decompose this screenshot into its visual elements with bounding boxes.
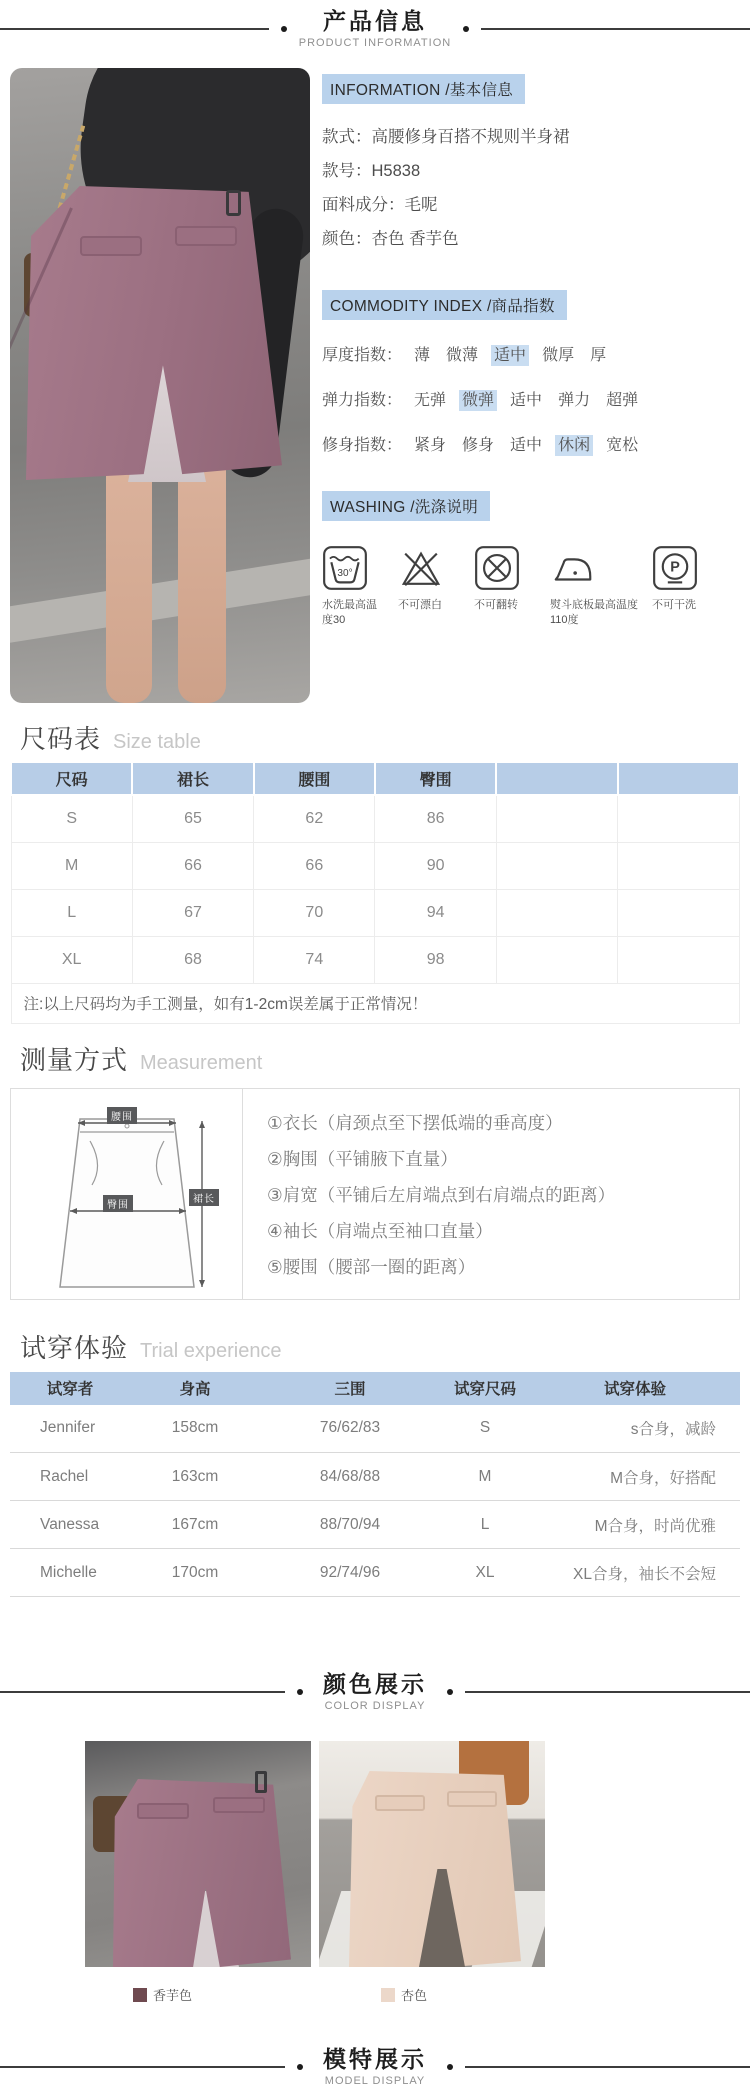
no-dryclean-icon: [652, 545, 698, 591]
size-column-header: [496, 762, 617, 795]
index-option: 宽松: [606, 437, 639, 454]
trial-cell: S: [440, 1405, 530, 1453]
color-swatch-label: 杏色: [401, 1988, 428, 2003]
photo-art-pocket-flap: [375, 1795, 425, 1811]
trial-cell: 158cm: [130, 1405, 260, 1453]
trial-cell: 76/62/83: [260, 1405, 440, 1453]
index-row: [322, 342, 740, 365]
measurement-item: ④袖长（肩端点至袖口直量）: [267, 1220, 493, 1241]
trial-cell: 88/70/94: [260, 1501, 440, 1549]
measurement-item: ③肩宽（平铺后左肩端点到右肩端点的距离）: [267, 1184, 616, 1205]
index-option: 超弹: [606, 392, 639, 409]
info-row: [322, 120, 740, 154]
size-cell: 67: [132, 889, 253, 936]
trial-table-row: [10, 1549, 740, 1597]
index-option: 薄: [414, 347, 431, 364]
color-swatch-label: 香芋色: [153, 1988, 193, 2003]
measurement-item: ①衣长（肩颈点至下摆低端的垂高度）: [267, 1112, 563, 1133]
color-display-section-header: [0, 1663, 750, 1721]
trial-table-row: [10, 1501, 740, 1549]
size-cell: 86: [375, 795, 496, 842]
size-column-header: [618, 762, 739, 795]
index-option: 厚: [590, 347, 607, 364]
index-row: [322, 432, 740, 455]
size-cell: XL: [11, 936, 132, 983]
photo-art-pocket-flap: [137, 1803, 189, 1819]
size-table-header-row: [11, 762, 739, 795]
size-table-row: [11, 936, 739, 983]
size-cell: L: [11, 889, 132, 936]
info-row: [322, 188, 740, 222]
index-option-selected: 微弹: [459, 390, 497, 411]
trial-cell: M合身，好搭配: [530, 1453, 740, 1501]
index-row: [322, 387, 740, 410]
index-option-selected: 休闲: [555, 435, 593, 456]
size-cell: 68: [132, 936, 253, 983]
model-display-section-header: [0, 2038, 750, 2096]
skirt-outline-icon: [42, 1099, 212, 1289]
measurement-title-cn: 测量方式: [20, 1044, 129, 1075]
info-label: 面料成分：: [322, 196, 405, 214]
size-cell: 70: [254, 889, 375, 936]
header-line-right: [465, 1691, 750, 1693]
photo-art-curb: [10, 552, 310, 645]
information-header: INFORMATION /基本信息: [322, 74, 525, 104]
trial-title: [0, 1328, 750, 1366]
color-figure-apricot: [319, 1741, 545, 2004]
wash-icon-label: 不可干洗: [652, 599, 696, 611]
index-option: 微厚: [542, 347, 575, 364]
trial-cell: Rachel: [10, 1453, 130, 1501]
section-title: 颜色展示: [323, 1671, 427, 1698]
size-table: [10, 761, 740, 1024]
size-column-header: 臀围: [375, 762, 496, 795]
wash-icon-label: 不可漂白: [398, 599, 442, 611]
wash-30-icon: [322, 545, 368, 591]
measurement-items: [243, 1089, 615, 1299]
info-row: [322, 154, 740, 188]
header-line-left: [0, 2066, 285, 2068]
photo-art-pocket-flap: [175, 226, 237, 246]
swatch-row-apricot: [319, 1985, 545, 2004]
wash-cell: [550, 545, 640, 629]
wash-cell: [398, 545, 462, 629]
size-cell: 74: [254, 936, 375, 983]
size-cell: 98: [375, 936, 496, 983]
trial-cell: L: [440, 1501, 530, 1549]
index-option: 微薄: [446, 347, 479, 364]
trial-cell: 92/74/96: [260, 1549, 440, 1597]
measurement-box: [10, 1088, 740, 1300]
info-value: 高腰修身百搭不规则半身裙: [371, 128, 570, 146]
size-column-header: 裙长: [132, 762, 253, 795]
size-table-row: [11, 795, 739, 842]
size-table-title-cn: 尺码表: [20, 724, 102, 754]
index-label: 厚度指数：: [322, 347, 403, 364]
color-swatch-taro: [133, 1988, 147, 2002]
no-tumble-icon: [474, 545, 520, 591]
color-figure-taro: [85, 1741, 311, 2004]
section-subtitle: PRODUCT INFORMATION: [298, 36, 452, 49]
commodity-index-header: COMMODITY INDEX /商品指数: [322, 290, 567, 320]
info-value: 毛呢: [404, 196, 438, 214]
swatch-row-taro: [85, 1985, 311, 2004]
trial-cell: Jennifer: [10, 1405, 130, 1453]
header-line-left: [0, 1691, 285, 1693]
color-photo-apricot: [319, 1741, 545, 1967]
index-option: 适中: [510, 392, 543, 409]
product-info-row: [0, 58, 750, 703]
no-bleach-icon: [398, 545, 444, 591]
trial-cell: 167cm: [130, 1501, 260, 1549]
header-line-right: [481, 28, 750, 30]
photo-art-pocket-flap: [213, 1797, 265, 1813]
info-value: 杏色 香芋色: [371, 230, 459, 248]
index-option: 修身: [462, 437, 495, 454]
color-swatch-apricot: [381, 1988, 395, 2002]
measurement-item: ②胸围（平铺腋下直量）: [267, 1148, 458, 1169]
svg-text:P: P: [670, 559, 680, 576]
info-rows: [322, 120, 740, 256]
product-info-section-header: [0, 0, 750, 58]
size-cell: S: [11, 795, 132, 842]
size-cell: 66: [132, 842, 253, 889]
trial-table-row: [10, 1405, 740, 1453]
commodity-index-rows: [322, 342, 740, 455]
trial-cell: XL合身，袖长不会短: [530, 1549, 740, 1597]
size-cell: [496, 936, 617, 983]
info-label: 款式：: [322, 128, 372, 146]
photo-art-belt-buckle: [226, 190, 241, 216]
iron-110-icon: [550, 545, 596, 591]
index-label: 修身指数：: [322, 437, 403, 454]
trial-column-header: 身高: [130, 1372, 260, 1405]
header-dot-right: [447, 2064, 453, 2070]
size-cell: [496, 842, 617, 889]
product-photo: [10, 68, 310, 703]
trial-column-header: 三围: [260, 1372, 440, 1405]
trial-cell: 84/68/88: [260, 1453, 440, 1501]
size-column-header: 尺码: [11, 762, 132, 795]
size-cell: 90: [375, 842, 496, 889]
trial-table: [10, 1372, 740, 1598]
index-option: 适中: [510, 437, 543, 454]
header-dot-right: [463, 26, 469, 32]
info-label: 款号：: [322, 162, 372, 180]
section-title: 模特展示: [323, 2046, 427, 2073]
header-dot-left: [297, 2064, 303, 2070]
size-cell: [618, 795, 739, 842]
header-dot-right: [447, 1689, 453, 1695]
measurement-item: ⑤腰围（腰部一圈的距离）: [267, 1256, 476, 1277]
index-option: 弹力: [558, 392, 591, 409]
size-cell: 62: [254, 795, 375, 842]
trial-table-row: [10, 1453, 740, 1501]
washing-icons-row: [322, 545, 740, 629]
size-cell: [618, 842, 739, 889]
header-dot-left: [297, 1689, 303, 1695]
size-table-row: [11, 889, 739, 936]
size-cell: 94: [375, 889, 496, 936]
size-cell: [496, 795, 617, 842]
trial-column-header: 试穿者: [10, 1372, 130, 1405]
size-cell: 66: [254, 842, 375, 889]
trial-cell: Vanessa: [10, 1501, 130, 1549]
index-label: 弹力指数：: [322, 392, 403, 409]
size-table-row: [11, 842, 739, 889]
index-option: 紧身: [414, 437, 447, 454]
photo-art-belt-buckle: [255, 1771, 267, 1793]
size-cell: [618, 936, 739, 983]
header-line-left: [0, 28, 269, 30]
size-table-title-en: Size table: [113, 731, 201, 753]
wash-cell: [322, 545, 386, 629]
info-value: H5838: [371, 162, 421, 180]
diagram-length-label: 裙长: [189, 1189, 219, 1206]
section-title: 产品信息: [323, 8, 427, 35]
wash-cell: [474, 545, 538, 629]
header-line-right: [465, 2066, 750, 2068]
trial-title-en: Trial experience: [140, 1339, 282, 1362]
header-dot-left: [281, 26, 287, 32]
diagram-waist-label: 腰围: [107, 1107, 137, 1124]
index-option: 无弹: [414, 392, 447, 409]
trial-cell: 170cm: [130, 1549, 260, 1597]
skirt-measure-diagram: [11, 1089, 243, 1299]
svg-text:30°: 30°: [337, 567, 353, 579]
wash-cell: [652, 545, 716, 629]
wash-icon-label: 水洗最高温度30: [322, 599, 377, 627]
measurement-title-en: Measurement: [140, 1051, 263, 1074]
photo-art-pocket-flap: [80, 236, 142, 256]
wash-icon-label: 熨斗底板最高温度110度: [550, 599, 638, 627]
diagram-hip-label: 臀围: [103, 1195, 133, 1212]
size-cell: 65: [132, 795, 253, 842]
index-option-selected: 适中: [491, 345, 529, 366]
photo-art-pocket-flap: [447, 1791, 497, 1807]
size-note: 注:以上尺码均为手工测量，如有1-2cm误差属于正常情况！: [11, 983, 739, 1023]
trial-cell: M: [440, 1453, 530, 1501]
size-cell: [618, 889, 739, 936]
basic-info-column: [322, 68, 740, 703]
color-photo-taro: [85, 1741, 311, 1967]
trial-cell: XL: [440, 1549, 530, 1597]
color-figures: [85, 1741, 750, 2004]
trial-cell: 163cm: [130, 1453, 260, 1501]
size-column-header: 腰围: [254, 762, 375, 795]
wash-icon-label: 不可翻转: [474, 599, 518, 611]
section-subtitle: MODEL DISPLAY: [324, 2074, 426, 2087]
size-cell: M: [11, 842, 132, 889]
size-cell: [496, 889, 617, 936]
trial-column-header: 试穿尺码: [440, 1372, 530, 1405]
info-label: 颜色：: [322, 230, 372, 248]
section-subtitle: COLOR DISPLAY: [324, 1699, 426, 1712]
measurement-title: [0, 1040, 750, 1078]
size-table-title: [0, 719, 750, 757]
trial-column-header: 试穿体验: [530, 1372, 740, 1405]
trial-title-cn: 试穿体验: [20, 1332, 129, 1363]
trial-cell: s合身，减龄: [530, 1405, 740, 1453]
washing-header: WASHING /洗涤说明: [322, 491, 490, 521]
size-table-note-row: [11, 983, 739, 1023]
trial-cell: M合身，时尚优雅: [530, 1501, 740, 1549]
info-row: [322, 222, 740, 256]
trial-table-header-row: [10, 1372, 740, 1405]
trial-cell: Michelle: [10, 1549, 130, 1597]
